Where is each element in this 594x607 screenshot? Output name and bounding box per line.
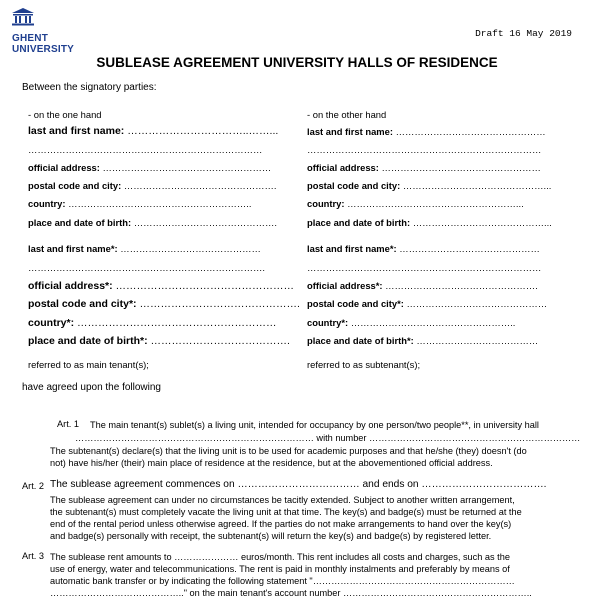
right-postal2-dots: ………………………………………	[403, 298, 548, 309]
left-birth2-label: place and date of birth*:	[28, 335, 148, 347]
right-postal-field[interactable]	[307, 180, 551, 191]
left-country-field[interactable]	[28, 198, 251, 209]
right-postal2-field[interactable]	[307, 298, 547, 309]
right-postal-label: postal code and city:	[307, 180, 401, 191]
left-name2-dots: ………………………………………	[117, 243, 261, 254]
university-logo	[12, 8, 75, 56]
art1-line-3: The subtenant(s) declare(s) that the living unit is to be used for academic purposes and that he/she (they) doesn't (do	[50, 446, 527, 456]
left-birth-field[interactable]	[28, 217, 277, 228]
left-name-line2[interactable]: …………………………………………………………………	[28, 144, 263, 155]
left-country2-dots: …………………………………………………	[74, 317, 277, 329]
right-name-field[interactable]	[307, 126, 546, 137]
left-name2-label: last and first name*:	[28, 243, 118, 254]
left-postal-field[interactable]	[28, 180, 276, 191]
art3-line-1[interactable]: The sublease rent amounts to ………………… euros/month. This rent includes all costs and charges, such as the	[50, 552, 510, 562]
left-name-field[interactable]	[28, 125, 278, 137]
left-postal2-dots: ……………………………………….	[136, 298, 300, 310]
left-name-dots: ……………………………..……...	[124, 125, 279, 137]
right-address-dots: ……………………………………………	[378, 162, 541, 173]
left-address-field[interactable]	[28, 162, 271, 173]
right-birth2-label: place and date of birth*:	[307, 335, 414, 346]
right-referred: referred to as subtenant(s);	[307, 359, 421, 370]
right-name2-field[interactable]	[307, 243, 540, 254]
art3-line-4[interactable]: …………………………………….." on the main tenant's account number ……………………………………………………..	[50, 588, 532, 598]
building-icon	[12, 8, 34, 26]
art3-number: Art. 3	[22, 551, 44, 561]
left-name-label: last and first name:	[28, 125, 125, 137]
right-birth-label: place and date of birth:	[307, 217, 411, 228]
left-birth-dots: ……………………………………….	[131, 217, 277, 228]
right-birth-dots: ……………………………………...	[410, 217, 552, 228]
right-country2-dots: ……………………………………………..	[348, 317, 516, 328]
logo-text	[12, 33, 74, 55]
right-name2-line2[interactable]: …………………………………………………………………	[307, 262, 542, 273]
right-address-label: official address:	[307, 162, 379, 173]
art1-line-1: The main tenant(s) sublet(s) a living unit, intended for occupancy by one person/two people**, in university hall	[90, 420, 539, 430]
right-country-field[interactable]	[307, 198, 524, 209]
right-address2-label: official address*:	[307, 280, 383, 291]
art1-line-2[interactable]: …………………………………………………………………… with number ……………………………………………………………	[75, 433, 581, 443]
art2-line-3: end of the rental period unless otherwise agreed. If the parties do not make arrangements to hand over the key(s)	[50, 519, 512, 529]
art3-line-3[interactable]: automatic bank transfer or by indicating the following statement "…………………………………………………………	[50, 576, 515, 586]
right-country2-field[interactable]	[307, 317, 515, 328]
logo-line-2: UNIVERSITY	[12, 44, 75, 55]
agreed-text: have agreed upon the following	[22, 382, 161, 393]
right-birth-field[interactable]	[307, 217, 552, 228]
logo-line-1: GHENT	[12, 33, 48, 44]
left-birth2-dots: ………………………………….	[147, 335, 290, 347]
art2-number: Art. 2	[22, 481, 44, 491]
art1-line-4: not) have his/her (their) main place of residence at the residence, but at the abovementioned official address.	[50, 458, 493, 468]
right-birth2-dots: …………………………………	[413, 335, 539, 346]
left-country-label: country:	[28, 198, 66, 209]
art3-line-2: use of energy, water and telecommunications. The rent is paid in monthly instalments and preferably by means of	[50, 564, 510, 574]
art2-heading[interactable]: The sublease agreement commences on ……………………………… and ends on ……………………………….	[50, 479, 547, 490]
right-country-label: country:	[307, 198, 345, 209]
left-birth-label: place and date of birth:	[28, 217, 132, 228]
draft-date: Draft 16 May 2019	[475, 28, 572, 39]
right-name-label: last and first name:	[307, 126, 393, 137]
right-name-line2[interactable]: …………………………………………………………………	[307, 144, 542, 155]
left-name2-line2[interactable]: ………………………………………………………………….	[28, 262, 265, 273]
right-address-field[interactable]	[307, 162, 541, 173]
left-address-dots: ………………………………………………	[99, 162, 272, 173]
left-postal-label: postal code and city:	[28, 180, 122, 191]
right-address2-field[interactable]	[307, 280, 538, 291]
left-address2-field[interactable]	[28, 280, 294, 292]
intro-text: Between the signatory parties:	[22, 82, 157, 93]
right-birth2-field[interactable]	[307, 335, 538, 346]
left-birth2-field[interactable]	[28, 335, 290, 347]
right-country2-label: country*:	[307, 317, 349, 328]
art2-line-4: and badge(s) personally with receipt, the subtenant(s) will return the key(s) and badge(s) by registered letter.	[50, 531, 492, 541]
left-postal2-field[interactable]	[28, 298, 300, 310]
left-postal2-label: postal code and city*:	[28, 298, 137, 310]
art1-number: Art. 1	[57, 419, 79, 429]
right-name2-dots: ………………………………………	[396, 243, 540, 254]
right-postal2-label: postal code and city*:	[307, 298, 404, 309]
left-postal-dots: ………………………………………….	[121, 180, 277, 191]
left-country-dots: …………………………………………………..	[65, 198, 252, 209]
left-country2-label: country*:	[28, 317, 75, 329]
right-heading: - on the other hand	[307, 109, 387, 120]
left-country2-field[interactable]	[28, 317, 277, 329]
left-referred: referred to as main tenant(s);	[28, 359, 149, 370]
art2-line-1: The sublease agreement can under no circumstances be tacitly extended. Subject to another written arrangement,	[50, 495, 515, 505]
art2-line-2: the subtenant(s) must completely vacate the living unit at that time. The key(s) and badge(s) must be returned at the	[50, 507, 522, 517]
right-address2-dots: ………………………………………….	[382, 280, 538, 291]
left-address2-dots: ……………………………………………	[112, 280, 295, 292]
left-heading: - on the one hand	[28, 109, 102, 120]
right-name-dots: …………………………………………	[392, 126, 546, 137]
document-title: SUBLEASE AGREEMENT UNIVERSITY HALLS OF RESIDENCE	[96, 55, 498, 70]
left-name2-field[interactable]	[28, 243, 261, 254]
right-postal-dots: ………………………………………...	[400, 180, 552, 191]
right-name2-label: last and first name*:	[307, 243, 397, 254]
left-address-label: official address:	[28, 162, 100, 173]
right-country-dots: ………………………………………………...	[344, 198, 524, 209]
left-address2-label: official address*:	[28, 280, 113, 292]
